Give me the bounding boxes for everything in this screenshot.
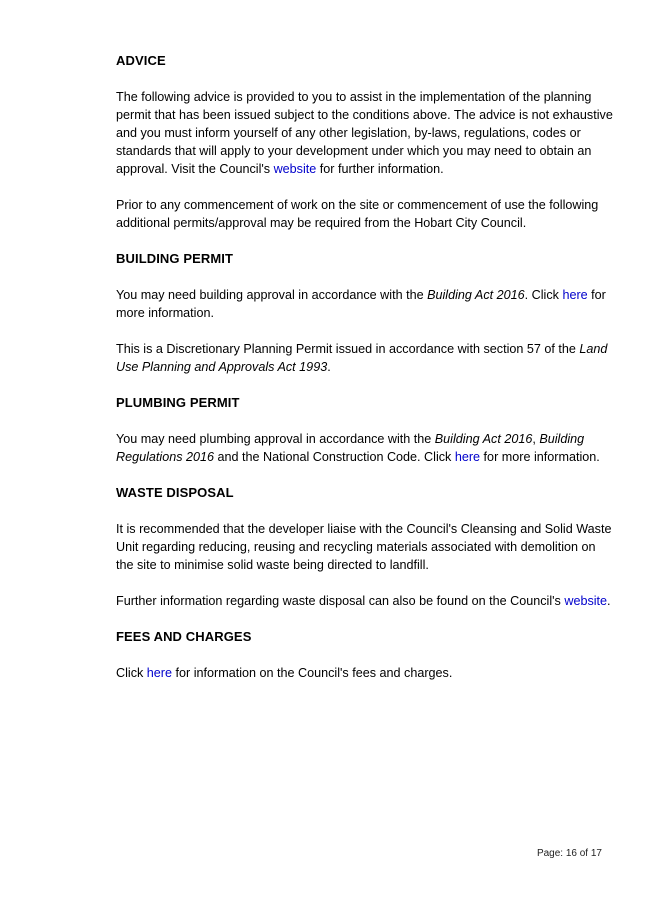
building-permit-here-link[interactable]: here (562, 288, 588, 302)
waste-disposal-text: Further information regarding waste disposal can also be found on the Council's (116, 594, 565, 608)
building-permit-paragraph-1 (116, 286, 616, 322)
plumbing-permit-heading: PLUMBING PERMIT (116, 395, 240, 410)
building-permit-paragraph-2 (116, 340, 616, 376)
advice-paragraph-2: Prior to any commencement of work on the site or commencement of use the following additional permits/approval may be required from the Hobart City Council. (116, 198, 599, 230)
building-permit-section (116, 250, 616, 376)
fees-paragraph (116, 664, 616, 682)
building-act-title: Building Act 2016 (427, 288, 525, 302)
plumbing-permit-paragraph (116, 430, 616, 466)
advice-heading: ADVICE (116, 53, 166, 68)
waste-website-link[interactable]: website (564, 594, 608, 608)
discretionary-permit-text-end: . (327, 360, 331, 374)
building-permit-text-mid: . Click (524, 288, 563, 302)
waste-disposal-section (116, 484, 616, 610)
building-permit-text-end: for more information. (116, 288, 606, 320)
page-number: Page: 16 of 17 (536, 848, 602, 859)
building-permit-text: You may need building approval in accordance with the (116, 288, 428, 302)
waste-disposal-heading: WASTE DISPOSAL (116, 485, 234, 500)
waste-disposal-paragraph-2 (116, 592, 616, 610)
plumbing-permit-text-end: for more information. (480, 450, 600, 464)
waste-disposal-text-end: . (607, 594, 611, 608)
building-act-title: Building Act 2016 (434, 432, 533, 446)
building-regulations-title: Building Regulations 2016 (116, 432, 585, 464)
land-use-act-title: Land Use Planning and Approvals Act 1993 (116, 342, 608, 374)
fees-here-link[interactable]: here (146, 666, 173, 680)
advice-text-end: for further information. (316, 162, 444, 176)
council-website-link[interactable]: website (273, 162, 317, 176)
fees-text: Click (116, 666, 147, 680)
fees-section (116, 628, 616, 682)
plumbing-separator: , (532, 432, 540, 446)
advice-text: The following advice is provided to you to assist in the implementation of the planning permit that has been issued subject to the conditions above. The advice is not exhaustive and you must inform yourself of any other legislation, by-laws, regulations, codes or standards that will apply to your development under which you may need to obtain an approval. Visit the Council's (116, 90, 613, 176)
advice-paragraph-1 (116, 88, 616, 178)
plumbing-permit-text: You may need plumbing approval in accordance with the (116, 432, 435, 446)
building-permit-heading: BUILDING PERMIT (116, 251, 234, 266)
waste-disposal-paragraph-1: It is recommended that the developer liaise with the Council's Cleansing and Solid Waste Unit regarding reducing, reusing and recycling materials associated with demolition on the site to minimise solid waste being directed to landfill. (116, 522, 612, 572)
advice-section (116, 52, 616, 232)
discretionary-permit-text: This is a Discretionary Planning Permit issued in accordance with section 57 of the (116, 342, 580, 356)
plumbing-permit-here-link[interactable]: here (454, 450, 481, 464)
fees-heading: FEES AND CHARGES (116, 629, 252, 644)
plumbing-permit-text-mid: and the National Construction Code. Click (214, 450, 455, 464)
fees-text-end: for information on the Council's fees and charges. (172, 666, 453, 680)
document-page (116, 52, 616, 700)
plumbing-permit-section (116, 394, 616, 466)
